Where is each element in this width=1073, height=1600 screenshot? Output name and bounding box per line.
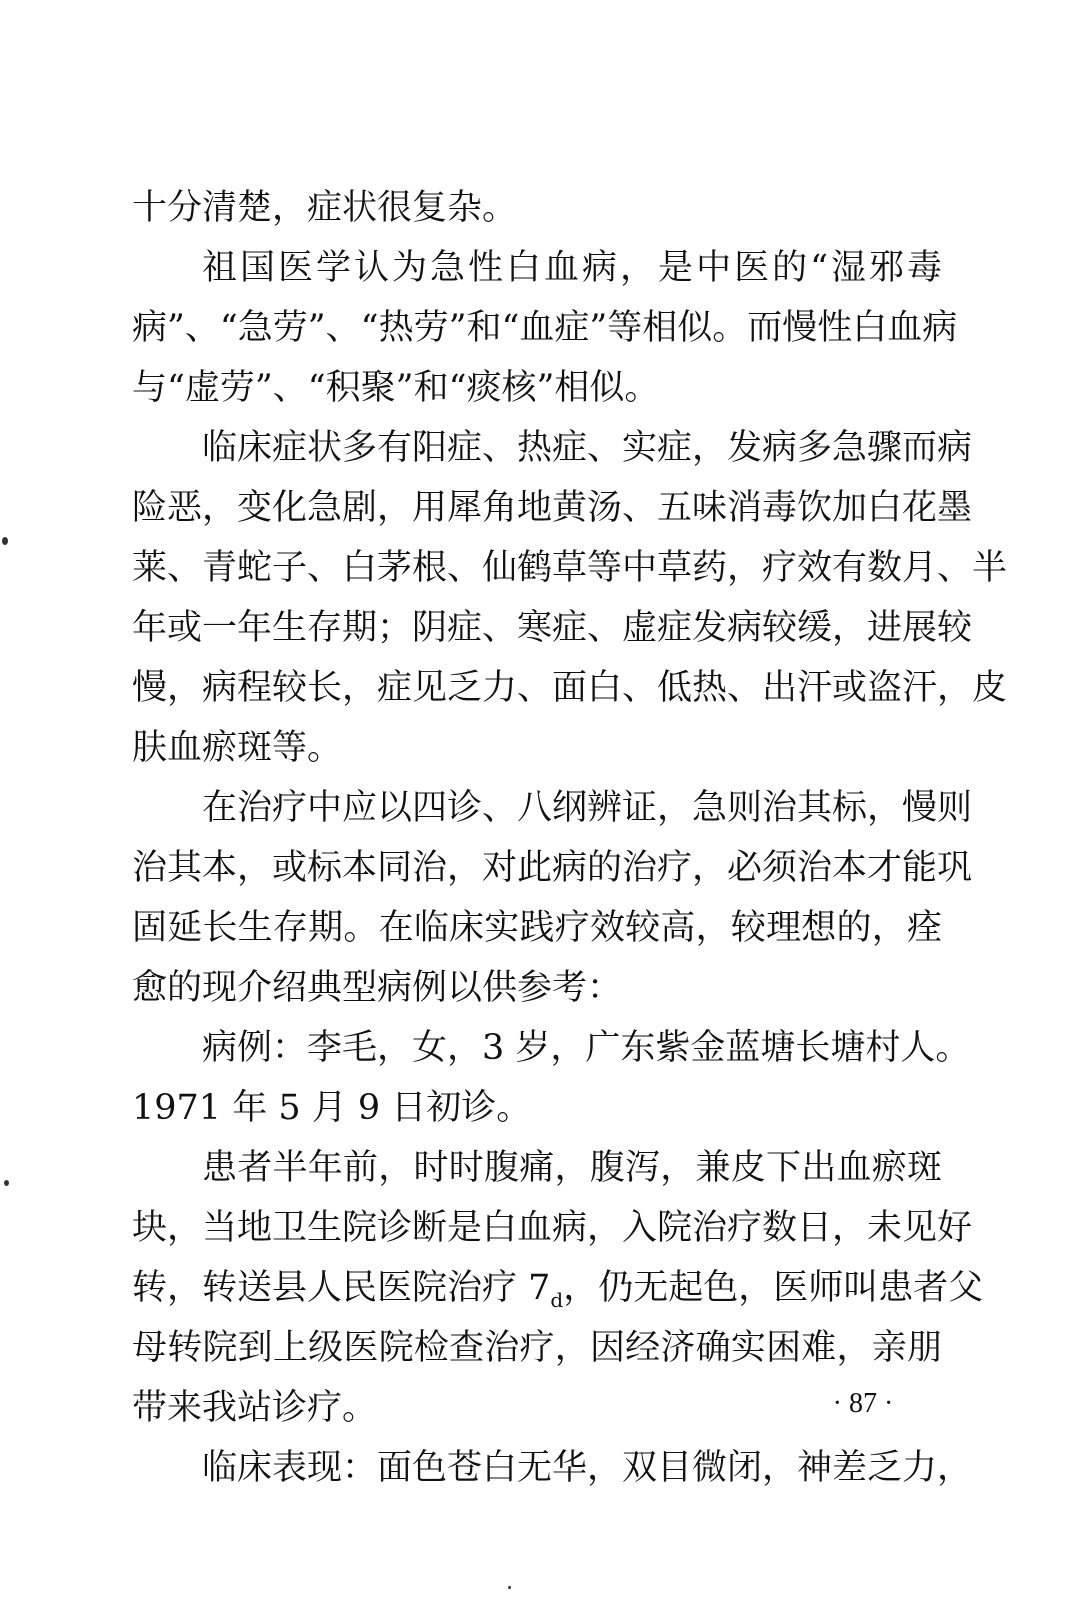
- text-line: 年或一年生存期；阴症、寒症、虚症发病较缓，进展较: [132, 608, 973, 648]
- text-line: 临床表现：面色苍白无华，双目微闭，神差乏力，: [202, 1448, 973, 1488]
- text-line: 病”、“急劳”、“热劳”和“血症”等相似。而慢性白血病: [132, 308, 958, 348]
- scan-speck: [4, 1180, 9, 1186]
- text-line: 临床症状多有阳症、热症、实症，发病多急骤而病: [202, 428, 973, 468]
- scan-speck: [2, 537, 8, 545]
- text-line: 患者半年前，时时腹痛，腹泻，兼皮下出血瘀斑: [202, 1148, 942, 1188]
- text-line: 治其本，或标本同治，对此病的治疗，必须治本才能巩: [132, 848, 973, 888]
- text-line: 块，当地卫生院诊断是白血病，入院治疗数日，未见好: [132, 1208, 973, 1248]
- text-line: 险恶，变化急剧，用犀角地黄汤、五味消毒饮加白花墨: [132, 488, 973, 528]
- text-line: 莱、青蛇子、白茅根、仙鹤草等中草药，疗效有数月、半: [132, 548, 1008, 588]
- text-fragment: ，仍无起色，医师叫患者父: [563, 1268, 984, 1308]
- text-line: 带来我站诊疗。: [132, 1388, 378, 1428]
- text-line: 在治疗中应以四诊、八纲辨证，急则治其标，慢则: [202, 788, 973, 828]
- text-line: 祖国医学认为急性白血病，是中医的“湿邪毒: [202, 248, 942, 288]
- text-line: 病例：李毛，女，3 岁，广东紫金蓝塘长塘村人。: [202, 1028, 971, 1068]
- text-line: 1971 年 5 月 9 日初诊。: [132, 1088, 532, 1128]
- text-line: 与“虚劳”、“积聚”和“痰核”相似。: [132, 368, 660, 408]
- text-line: 十分清楚，症状很复杂。: [132, 188, 518, 228]
- body-text: [132, 178, 1008, 1498]
- text-line: 慢，病程较长，症见乏力、面白、低热、出汗或盗汗，皮: [132, 668, 1008, 708]
- text-fragment: 转，转送县人民医院治疗 7: [132, 1268, 551, 1308]
- text-line: 母转院到上级医院检查治疗，因经济确实困难，亲朋: [132, 1328, 942, 1368]
- scan-speck: [508, 1586, 511, 1589]
- text-line-with-subscript: [132, 1258, 984, 1318]
- text-line: 肤血瘀斑等。: [132, 728, 343, 768]
- text-line: 愈的现介绍典型病例以供参考：: [132, 968, 623, 1008]
- text-line: 固延长生存期。在临床实践疗效较高，较理想的，痊: [132, 908, 942, 948]
- page-number: · 87 ·: [832, 1388, 894, 1419]
- subscript-d: d: [550, 1288, 564, 1312]
